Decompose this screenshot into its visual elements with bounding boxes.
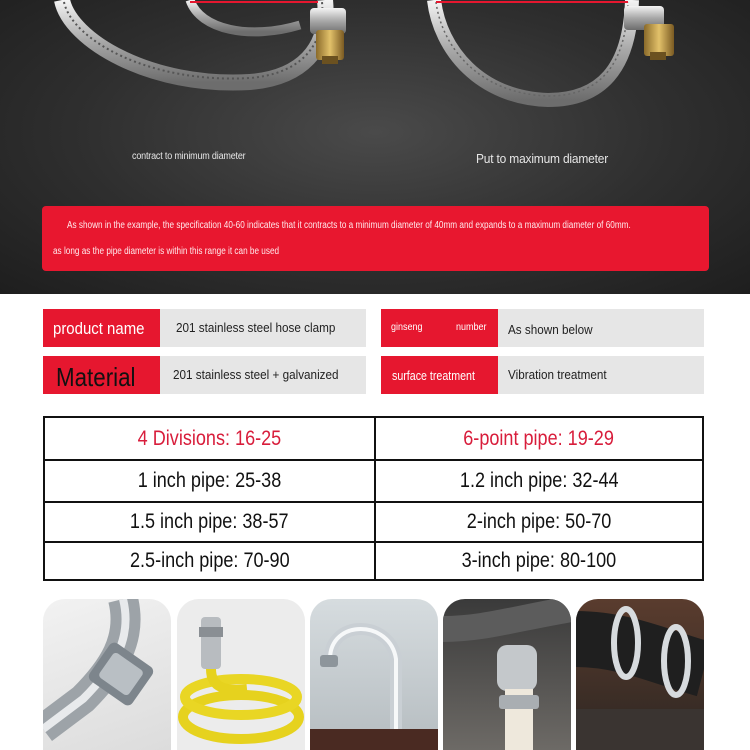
table-cell: 1.5 inch pipe: 38-57 (45, 503, 376, 541)
spec-label-left: ginseng (391, 322, 423, 333)
caption-minimum-diameter: contract to minimum diameter (132, 151, 246, 162)
banner-line-1: As shown in the example, the specification 40-60 indicates that it contracts to a minimum diameter of 40mm and expands to a maximum diameter of 60mm. (67, 220, 631, 231)
spec-label-box (381, 356, 498, 394)
table-cell: 3-inch pipe: 80-100 (461, 549, 617, 572)
specification-banner (42, 206, 709, 271)
steel-pipe-icon (43, 599, 171, 750)
spec-product-name (43, 309, 366, 347)
gas-hose-icon (177, 599, 305, 750)
spec-label: product name (53, 319, 145, 338)
spec-label: Material (56, 362, 136, 392)
photo-rubber-hose-clamps (576, 599, 704, 750)
photo-drain-pipe-elbow (443, 599, 571, 750)
photo-chrome-faucet (310, 599, 438, 750)
drain-elbow-icon (443, 599, 571, 750)
faucet-icon (310, 599, 438, 750)
photo-yellow-gas-hose (177, 599, 305, 750)
banner-line-2: as long as the pipe diameter is within this range it can be used (53, 246, 280, 257)
spec-value: Vibration treatment (508, 367, 607, 382)
spec-label-right: number (456, 322, 487, 333)
table-row (45, 418, 702, 459)
caption-maximum-diameter: Put to maximum diameter (476, 151, 609, 166)
large-clamp (434, 0, 674, 100)
table-cell: 4 Divisions: 16-25 (45, 418, 376, 459)
spec-value: 201 stainless steel + galvanized (173, 367, 339, 382)
table-row (45, 501, 702, 541)
spec-label: surface treatment (392, 368, 475, 383)
spec-surface-treatment (381, 356, 704, 394)
table-cell: 2.5-inch pipe: 70-90 (45, 543, 376, 579)
spec-label-box (43, 309, 160, 347)
spec-ginseng-number (381, 309, 704, 347)
spec-label-box (381, 309, 498, 347)
spec-label-box (43, 356, 160, 394)
table-cell: 2-inch pipe: 50-70 (466, 510, 612, 533)
rubber-hose-icon (576, 599, 704, 750)
pipe-size-table (43, 416, 704, 581)
table-cell: 1 inch pipe: 25-38 (45, 461, 376, 501)
spec-value: As shown below (508, 322, 593, 337)
table-row (45, 541, 702, 579)
table-cell: 6-point pipe: 19-29 (463, 426, 615, 450)
photo-steel-pipe-fitting (43, 599, 171, 750)
spec-material (43, 356, 366, 394)
hero-section (0, 0, 750, 294)
table-cell: 1.2 inch pipe: 32-44 (459, 469, 619, 492)
small-clamp (62, 0, 346, 83)
spec-value: 201 stainless steel hose clamp (176, 320, 336, 335)
table-row (45, 459, 702, 501)
